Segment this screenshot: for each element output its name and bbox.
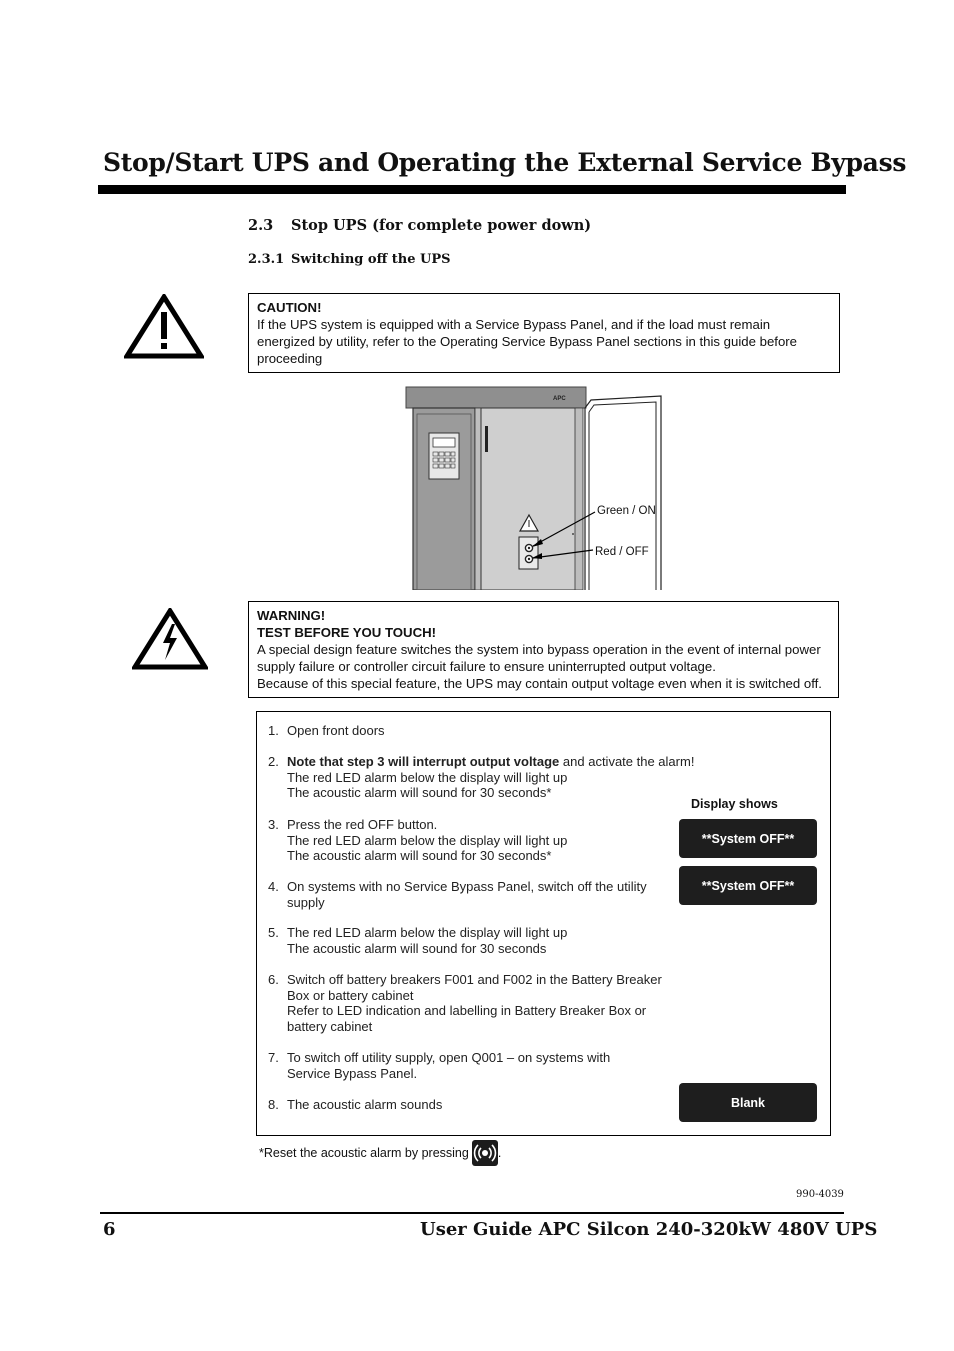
page-title: Stop/Start UPS and Operating the External Service Bypass (103, 148, 907, 177)
green-on-label: Green / ON (597, 505, 656, 517)
acoustic-alarm-reset-icon (472, 1140, 498, 1166)
caution-text: If the UPS system is equipped with a Service Bypass Panel, and if the load must remain energized by utility, refer to the Operating Service Bypass Panel sections in this guide before proceeding (257, 317, 798, 366)
section-title: Stop UPS (for complete power down) (291, 217, 592, 234)
subsection-title: Switching off the UPS (291, 252, 451, 267)
footnote-text: *Reset the acoustic alarm by pressing (259, 1146, 469, 1160)
section-number: 2.3 (248, 217, 274, 234)
display-screen-system-off: **System OFF** (679, 866, 817, 905)
caution-heading: CAUTION! (257, 300, 322, 315)
display-shows-label: Display shows (691, 797, 778, 811)
title-rule (98, 185, 846, 194)
red-off-label: Red / OFF (595, 546, 649, 558)
subsection-number: 2.3.1 (248, 252, 285, 267)
warning-heading: WARNING! (257, 608, 326, 623)
caution-triangle-icon (124, 294, 204, 365)
document-number: 990-4039 (796, 1189, 844, 1200)
section-heading (248, 217, 591, 234)
footnote-end: . (497, 1146, 502, 1160)
caution-box (248, 293, 840, 373)
display-screen-blank: Blank (679, 1083, 817, 1122)
display-screen-system-off: **System OFF** (679, 819, 817, 858)
high-voltage-triangle-icon (132, 608, 208, 676)
warning-text-2: Because of this special feature, the UPS may contain output voltage even when it is switched off. (257, 676, 822, 691)
warning-subheading: TEST BEFORE YOU TOUCH! (257, 625, 437, 640)
step-2-emphasis: Note that step 3 will interrupt output voltage (287, 754, 560, 769)
page-number: 6 (103, 1219, 116, 1240)
footer-rule (100, 1212, 844, 1214)
warning-box (248, 601, 839, 698)
subsection-heading (248, 252, 451, 267)
footnote (259, 1140, 501, 1166)
warning-text-1: A special design feature switches the system into bypass operation in the event of internal power supply failure or controller circuit failure to ensure uninterrupted output voltage. (257, 642, 821, 674)
ups-cabinet-figure (405, 386, 665, 595)
procedure-box: 1. Open front doors 2. Note that step 3 will interrupt output voltage and activate the alarm! The red LED alarm below the display will light up The acoustic alarm will sound for 30 seconds* Display shows 3. Press the red OFF button. The red LED alarm below the display will light up The acoustic alarm will sound for 30 seconds* **System OFF** 4. On systems with no Service Bypass Panel, switch off the utility supply **System OFF** 5. The red LED alarm below the display will light up The acoustic alarm will sound for 30 seconds 6. Switch off battery breakers F001 and F002 in the Battery Breaker Box or battery cabinet Refer to LED indication and labelling in Battery Breaker Box or battery cabinet 7. To switch off utility supply, open Q001 – on systems with Service Bypass Panel. 8. The acoustic alarm sounds Blank (256, 711, 831, 1136)
apc-logo: APC (553, 396, 566, 402)
footer-title: User Guide APC Silcon 240-320kW 480V UPS (420, 1219, 878, 1240)
